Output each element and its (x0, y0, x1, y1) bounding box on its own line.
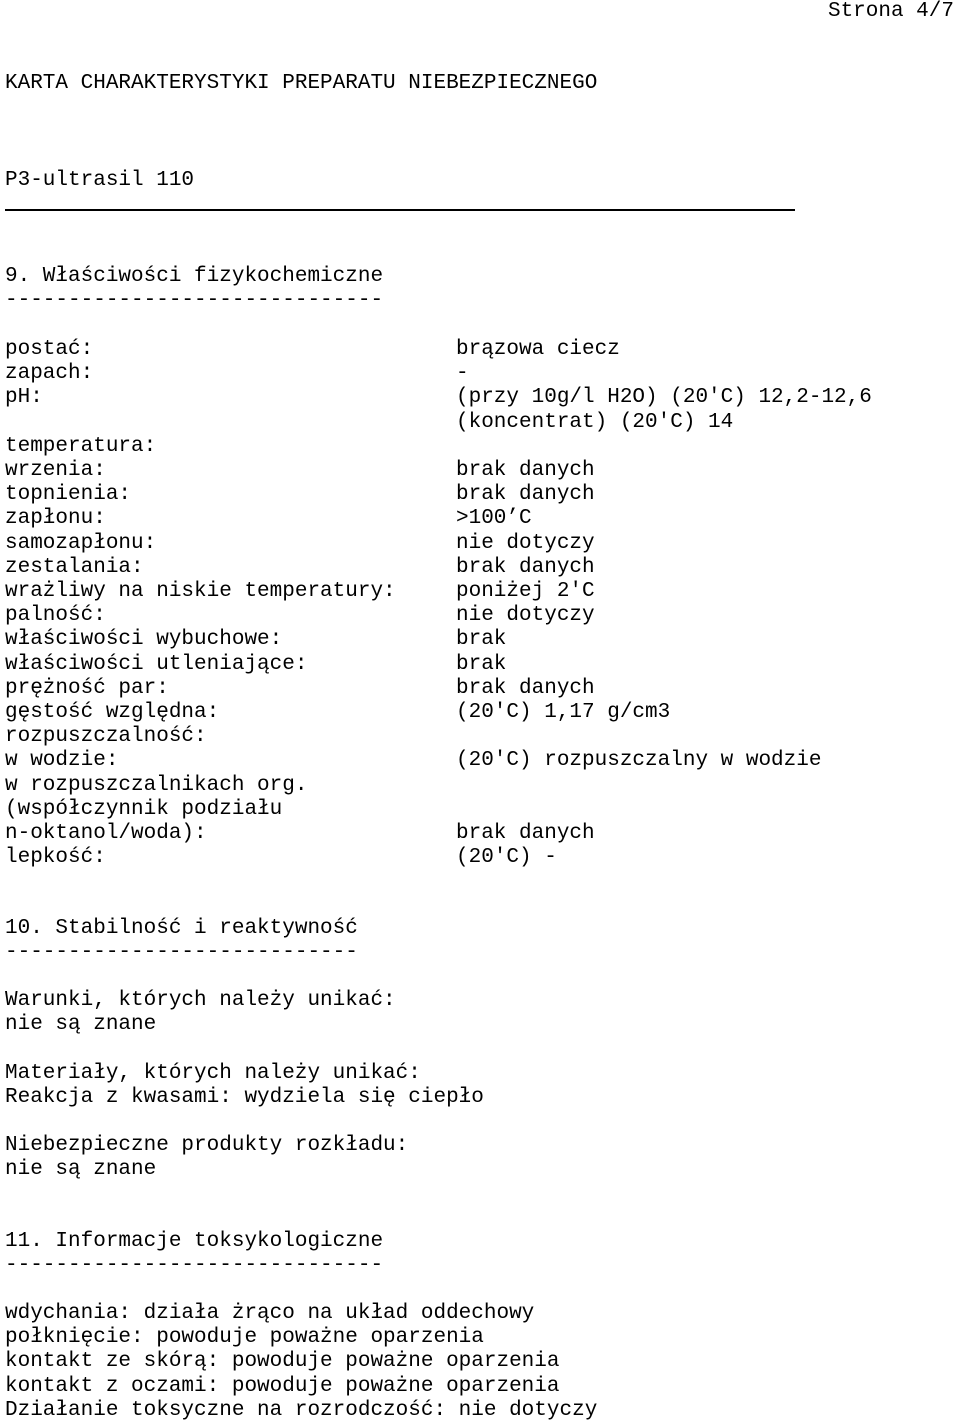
property-value: (przy 10g/l H2O) (20'C) 12,2-12,6 (456, 386, 872, 410)
property-label: właściwości utleniające: (5, 652, 308, 676)
section-9-underline: ------------------------------ (5, 289, 384, 312)
property-value: (20'C) rozpuszczalny w wodzie (456, 749, 822, 773)
property-label: pH: (5, 386, 43, 410)
property-label: wrzenia: (5, 459, 106, 482)
property-value: - (456, 362, 469, 386)
property-value: brak danych (456, 676, 595, 700)
text-line: Warunki, których należy unikać: (5, 989, 396, 1012)
property-label: n-oktanol/woda): (5, 822, 207, 845)
section-9-title: 9. Właściwości fizykochemiczne (5, 265, 384, 288)
property-value: brak (456, 652, 507, 676)
property-value: brak danych (456, 459, 595, 482)
text-line: kontakt z oczami: powoduje poważne oparzenia (5, 1374, 560, 1398)
property-value: >100’C (456, 507, 532, 531)
property-label: palność: (5, 604, 106, 628)
property-value: brązowa ciecz (456, 338, 620, 361)
property-value: (20'C) - (456, 846, 557, 870)
property-label: właściwości wybuchowe: (5, 628, 283, 652)
document-title: KARTA CHARAKTERYSTYKI PREPARATU NIEBEZPIECZNEGO (5, 72, 598, 95)
section-10-underline: ---------------------------- (5, 941, 358, 964)
property-value: nie dotyczy (456, 604, 595, 628)
property-value: brak danych (456, 483, 595, 507)
header-divider (5, 209, 795, 211)
property-label: w wodzie: (5, 749, 119, 773)
product-name: P3-ultrasil 110 (5, 169, 195, 192)
text-line: połknięcie: powoduje poważne oparzenia (5, 1326, 484, 1350)
property-label: zapach: (5, 362, 94, 386)
property-value: nie dotyczy (456, 531, 595, 555)
property-label: temperatura: (5, 434, 157, 458)
property-label: w rozpuszczalnikach org. (5, 773, 308, 797)
property-value: brak danych (456, 555, 595, 579)
text-line: Niebezpieczne produkty rozkładu: (5, 1134, 409, 1158)
property-label: topnienia: (5, 483, 132, 507)
property-label: rozpuszczalność: (5, 725, 207, 749)
property-label: gęstość względna: (5, 701, 220, 724)
text-line: Materiały, których należy unikać: (5, 1061, 421, 1085)
text-line: nie są znane (5, 1158, 157, 1182)
section-11-title: 11. Informacje toksykologiczne (5, 1230, 384, 1253)
property-value: brak danych (456, 822, 595, 845)
property-value: (20'C) 1,17 g/cm3 (456, 701, 671, 724)
property-value: (koncentrat) (20'C) 14 (456, 410, 734, 434)
section-10-title: 10. Stabilność i reaktywność (5, 917, 358, 940)
property-label: (współczynnik podziału (5, 797, 283, 821)
property-label: postać: (5, 338, 94, 361)
text-line: Reakcja z kwasami: wydziela się ciepło (5, 1085, 484, 1109)
property-label: wrażliwy na niskie temperatury: (5, 580, 396, 603)
property-label: prężność par: (5, 676, 169, 700)
property-label: samozapłonu: (5, 531, 157, 555)
section-11-underline: ------------------------------ (5, 1254, 384, 1277)
property-value: poniżej 2'C (456, 580, 595, 603)
property-label: lepkość: (5, 846, 106, 870)
property-label: zestalania: (5, 555, 144, 579)
page-number: Strona 4/7 (827, 0, 954, 23)
property-value: brak (456, 628, 507, 652)
property-label: zapłonu: (5, 507, 106, 531)
text-line: nie są znane (5, 1013, 157, 1037)
text-line: wdychania: działa żrąco na układ oddechowy (5, 1302, 535, 1325)
text-line: Działanie toksyczne na rozrodczość: nie dotyczy (5, 1398, 598, 1422)
text-line: kontakt ze skórą: powoduje poważne oparzenia (5, 1350, 560, 1374)
